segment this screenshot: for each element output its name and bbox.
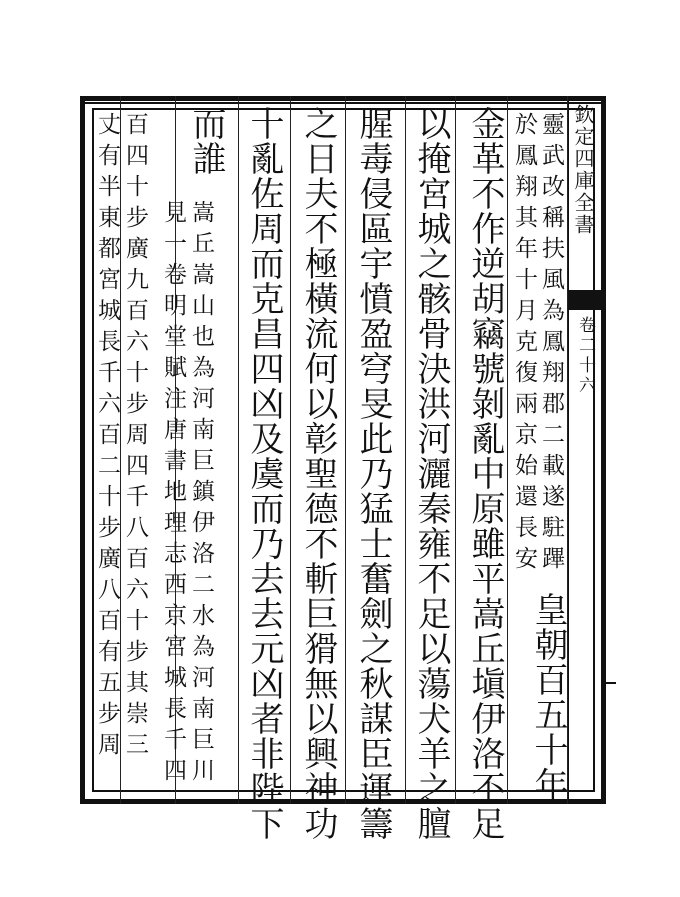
- column-rule: [345, 96, 346, 804]
- text-column: 之日夫不極橫流何以彰聖德不斬巨猾無以興神功: [298, 106, 338, 841]
- text-column: 以掩宮城之骸骨決洪河灑秦雍不足以蕩犬羊之膻: [411, 106, 451, 841]
- text-column: 皇朝百五十年: [528, 592, 568, 802]
- column-rule: [290, 96, 291, 804]
- text-column: 金革不作逆胡竊號剝亂中原雖平嵩丘塡伊洛不足: [465, 106, 505, 841]
- volume-label: 卷二十六: [575, 316, 595, 396]
- text-column: 丈有半東都宮城長千六百二十步廣八百有五步周: [94, 112, 120, 763]
- text-column: 見一卷明堂賦注唐書地理志西京宮城長千四: [160, 200, 186, 789]
- text-column: 靈武改稱扶風為鳳翔郡二載遂駐蹕: [538, 112, 564, 577]
- text-column: 十亂佐周而克昌四凶及虞而乃去去元凶者非陛下: [244, 106, 284, 841]
- text-column: 嵩丘嵩山也為河南巨鎮伊洛二水為河南巨川: [188, 200, 214, 789]
- text-column: 而誰: [186, 106, 226, 176]
- fishtail-mark: [567, 290, 606, 310]
- book-title: 欽定四庫全書: [571, 104, 595, 236]
- margin-stub: [606, 682, 616, 684]
- text-column: 百四十步廣九百六十步周四千八百六十步其崇三: [122, 112, 148, 763]
- text-column: 腥毒侵區宇憤盈穹旻此乃猛士奮劍之秋謀臣運籌: [353, 106, 393, 841]
- column-rule: [238, 96, 239, 804]
- column-rule: [507, 96, 508, 804]
- column-rule: [405, 96, 406, 804]
- text-column: 於鳳翔其年十月克復兩京始還長安: [511, 112, 537, 577]
- column-rule: [455, 96, 456, 804]
